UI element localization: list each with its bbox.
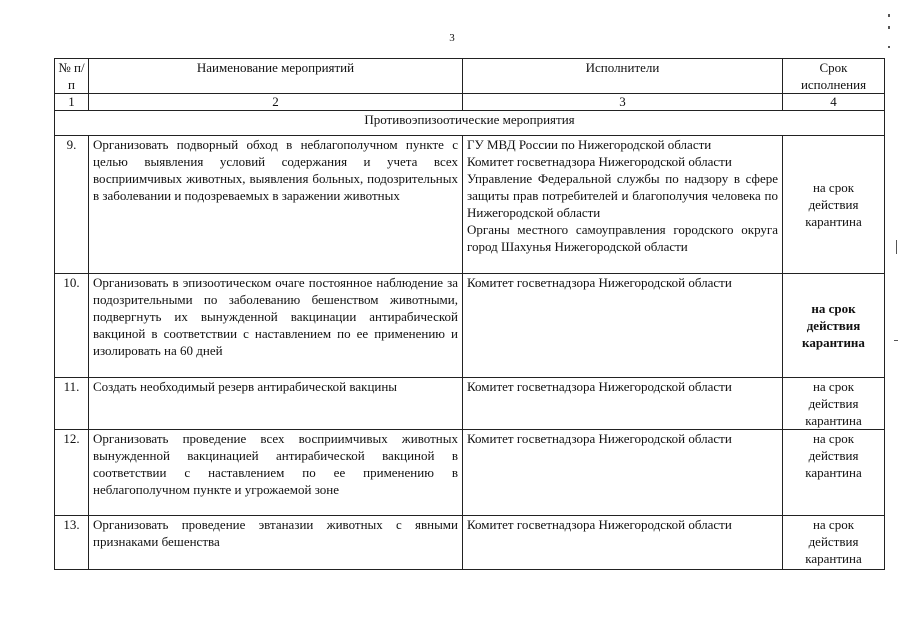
column-number: 3 (463, 94, 783, 111)
term: на срок действия карантина (783, 136, 885, 274)
section-title: Противоэпизоотические мероприятия (55, 111, 885, 136)
scan-mark (894, 340, 898, 341)
term: на срок действия карантина (783, 274, 885, 378)
column-number: 1 (55, 94, 89, 111)
header-number: № п/п (55, 59, 89, 94)
header-executors: Исполнители (463, 59, 783, 94)
column-number: 4 (783, 94, 885, 111)
measure-name: Организовать в эпизоотическом очаге постоянное наблюдение за подозрительными по заболеванию бешенством животными, подвергнуть их вынужденной вакцинации антирабической вакциной в соответствии с наставлением по ее применению и изолировать на 60 дней (89, 274, 463, 378)
measure-name: Организовать подворный обход в неблагополучном пункте с целью выявления условий содержания и учета всех восприимчивых животных, выявления больных, подозрительных в заболевании и подозреваемых в заражении животных (89, 136, 463, 274)
executor: Комитет госветнадзора Нижегородской области (467, 431, 732, 446)
executors-cell (463, 378, 783, 430)
executors-cell (463, 136, 783, 274)
header-name: Наименование мероприятий (89, 59, 463, 94)
executor: ГУ МВД России по Нижегородской области (467, 137, 712, 152)
table-row (55, 378, 885, 430)
scan-mark (888, 14, 890, 17)
row-number: 9. (55, 136, 89, 274)
measure-name: Организовать проведение эвтаназии животных с явными признаками бешенства (89, 516, 463, 570)
measure-name: Создать необходимый резерв антирабической вакцины (89, 378, 463, 430)
table-row (55, 136, 885, 274)
measures-table (54, 58, 885, 570)
executor: Комитет госветнадзора Нижегородской области (467, 154, 732, 169)
table-header-row (55, 59, 885, 94)
section-row (55, 111, 885, 136)
executor: Органы местного самоуправления городского округа город Шахунья Нижегородской области (467, 222, 778, 254)
scan-mark (888, 46, 890, 48)
scan-mark (896, 240, 897, 254)
table-row (55, 516, 885, 570)
term: на срок действия карантина (783, 430, 885, 516)
executors-cell (463, 430, 783, 516)
term: на срок действия карантина (783, 516, 885, 570)
row-number: 12. (55, 430, 89, 516)
measure-name: Организовать проведение всех восприимчивых животных вынужденной вакцинацией антирабической вакциной в соответствии с наставлением по ее применению в неблагополучном пункте и угрожаемой зоне (89, 430, 463, 516)
executors-cell (463, 274, 783, 378)
table-row (55, 430, 885, 516)
row-number: 10. (55, 274, 89, 378)
row-number: 11. (55, 378, 89, 430)
term: на срок действия карантина (783, 378, 885, 430)
executors-cell (463, 516, 783, 570)
executor: Управление Федеральной службы по надзору в сфере защиты прав потребителей и благополучия человека по Нижегородской области (467, 171, 778, 220)
row-number: 13. (55, 516, 89, 570)
executor: Комитет госветнадзора Нижегородской области (467, 517, 732, 532)
table-row (55, 274, 885, 378)
executor: Комитет госветнадзора Нижегородской области (467, 275, 732, 290)
scan-mark (888, 26, 890, 29)
executor: Комитет госветнадзора Нижегородской области (467, 379, 732, 394)
page-number: 3 (449, 32, 455, 44)
column-number: 2 (89, 94, 463, 111)
header-term: Срок исполнения (783, 59, 885, 94)
column-number-row (55, 94, 885, 111)
